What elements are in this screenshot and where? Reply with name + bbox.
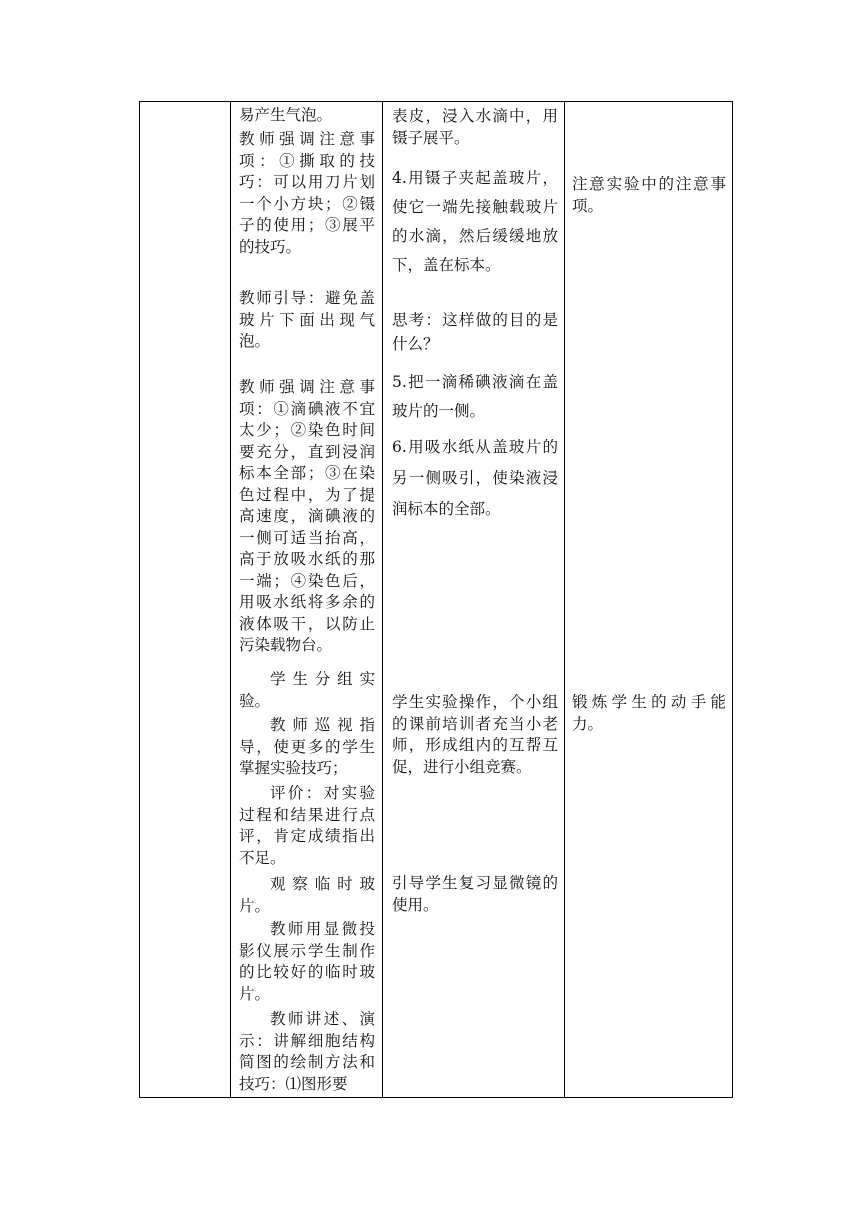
student-text-5: 6.用吸水纸从盖玻片的另一侧吸引，使染液浸润标本的全部。 (392, 438, 558, 518)
teacher-text-8: 观察临时玻片。 (239, 875, 375, 915)
teacher-text-4: 教师强调注意事项：①滴碘液不宜太少；②染色时间要充分，直到浸润标本全部；③在染色过程中，为了提高速度，滴碘液的一侧可适当抬高，高于放吸水纸的那一端；④染色后，用吸水纸将多余的液体吸干，以防止污染载物台。 (239, 378, 375, 654)
column-1-cell (140, 102, 231, 1098)
teacher-text-1: 易产生气泡。 (239, 106, 333, 124)
teacher-text-3: 教师引导：避免盖玻片下面出现气泡。 (239, 289, 375, 350)
teacher-text-6: 教师巡视指导，使更多的学生掌握实验技巧； (239, 716, 375, 777)
student-text-7: 引导学生复习显微镜的使用。 (392, 874, 558, 914)
lesson-plan-table (139, 101, 733, 1098)
student-activity-cell (383, 102, 565, 1098)
student-text-6: 学生实验操作，个小组的课前培训者充当小老师，形成组内的互帮互促，进行小组竞赛。 (392, 693, 558, 776)
student-text-2: 4.用镊子夹起盖玻片，使它一端先接触载玻片的水滴，然后缓缓地放下，盖在标本。 (392, 169, 558, 274)
teacher-text-7: 评价：对实验过程和结果进行点评，肯定成绩指出不足。 (239, 784, 375, 867)
teacher-activity-cell (231, 102, 383, 1098)
teacher-text-10: 教师讲述、演示：讲解细胞结构简图的绘制方法和技巧：⑴图形要 (239, 1010, 375, 1093)
teacher-text-5: 学生分组实验。 (239, 670, 375, 710)
teacher-text-9: 教师用显微投影仪展示学生制作的比较好的临时玻片。 (239, 920, 375, 1003)
intent-text-1: 注意实验中的注意事项。 (572, 175, 726, 215)
design-intent-cell (565, 102, 733, 1098)
intent-text-2: 锻炼学生的动手能力。 (572, 693, 726, 733)
student-text-4: 5.把一滴稀碘液滴在盖玻片的一侧。 (392, 373, 558, 420)
student-text-3: 思考：这样做的目的是什么？ (392, 311, 558, 353)
teacher-text-2: 教师强调注意事项：①撕取的技巧：可以用刀片划一个小方块；②镊子的使用；③展平的技巧。 (239, 130, 375, 256)
student-text-1: 表皮，浸入水滴中，用镊子展平。 (392, 107, 558, 147)
